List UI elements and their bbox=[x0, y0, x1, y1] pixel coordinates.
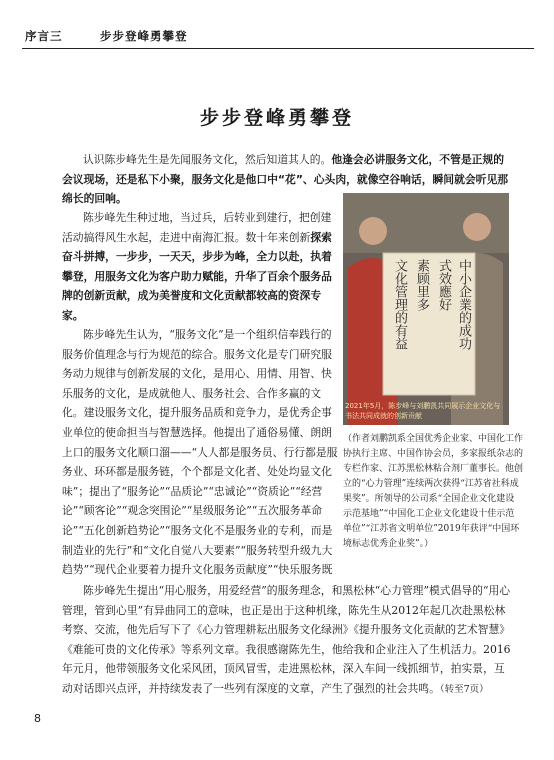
author-caption: （作者刘鹏凯系全国优秀企业家、中国化工作协执行主席、中国作协会员，多家报纸杂志的专栏作家、江苏黑松林粘合剂厂董事长。他创立的“心力管理”连续两次获得“江苏省社科成果奖”。所领导的公司系“全国企业文化建设示范基地”“中国化工企业文化建设十佳示范单位”“江苏省文明单位”2019年获评“中国环境标志优秀企业奖”。） bbox=[343, 434, 524, 549]
paragraph-career bbox=[62, 208, 340, 326]
page-number: 8 bbox=[34, 712, 41, 725]
header-chapter-title: 步步登峰勇攀登 bbox=[100, 29, 188, 43]
intro-text: 认识陈步峰先生是先闻服务文化，然后知道其人的。 bbox=[83, 153, 332, 166]
closing-text: 陈步峰先生提出“用心服务，用爱经营”的服务理念，和黑松林“心力管理”模式倡导的“用心管理，管到心里”有异曲同工的意味，也正是出于这种机缘，陈先生从2012年起几次赴黑松林考察、交流，他先后写下了《心力管理耕耘出服务文化绿洲》《提升服务文化贡献的艺术智慧》《难能可贵的文化传承》等系列文章。我很感谢陈先生，他给我和企业注入了生机活力。2016年元月，他带领服务文化采风团，顶风冒雪，走进黑松林，深入车间一线抓细节，拍实景，互动对话即兴点评，并持续发表了一些列有深度的文章，产生了强烈的社会共鸣。 bbox=[62, 584, 511, 695]
calligraphy-col4: 文化管理的有益 bbox=[392, 259, 407, 350]
photo-overlay-caption: 2021年5月，陈步峰与刘鹏凯共同展示企业文化与书法共同成就的创新贡献 bbox=[345, 402, 501, 420]
photo bbox=[343, 193, 509, 425]
calligraphy-col3: 素顾里多 bbox=[414, 259, 429, 311]
career-bold-text: 探索奋斗拼搏，一步步，一天天，步步为峰，全力以赴，执着攀登，用服务文化为客户助力赋能，升华了百余个服务品牌的创新贡献，成为美誉度和文化贡献都较高的资深专家。 bbox=[62, 230, 332, 322]
header-rule bbox=[22, 48, 534, 49]
theory-text: 陈步峰先生认为，“服务文化”是一个组织信奉践行的服务价值理念与行为规范的综合。服务文化是专门研究服务动力规律与创新发展的文化，是用心、用情、用智、快乐服务的文化，是成就他人、服务社会、合作多赢的文化。建设服务文化，提升服务品质和竞争力，是优秀企事业单位的使命担当与智慧选择。他提出了通俗易懂、朗朗上口的服务文化顺口溜——“人人都是服务员、行行都是服务业、环环都是服务链，个个都是文化者、处处均显文化味”；提出了“服务论”“品质论”“忠诚论”“资质论”“经营论”“顾客论”“观念突围论”“星级服务论”“五次服务革命论”“五化创新趋势论”“服务文化不是服务业的专利，而是制造业的先行”和“文化自觉八大要素”“服务转型升级九大趋势”“现代企业要着力提升文化服务贡献度”“快乐服务既 bbox=[62, 328, 338, 577]
calligraphy bbox=[387, 259, 473, 391]
intro-bold-text: 他逢会必讲服务文化，不管是正规的会议现场，还是私下小聚，服务文化是他口中“花”、心头肉，就像空谷响话，瞬间就会听见那绵长的回响。 bbox=[62, 153, 509, 206]
career-text: 陈步峰先生种过地，当过兵，后转业到建行，把创建活动搞得风生水起，走进中南海汇报。数十年来创新 bbox=[62, 211, 332, 244]
article-title: 步步登峰勇攀登 bbox=[199, 107, 354, 129]
continued-note: （转至7页） bbox=[439, 683, 489, 695]
paragraph-closing bbox=[62, 581, 514, 700]
header-section-label: 序言三 bbox=[25, 29, 63, 43]
running-header bbox=[22, 26, 534, 48]
calligraphy-col1: 中小企業的成功 bbox=[456, 259, 471, 350]
paragraph-theory bbox=[62, 325, 340, 580]
calligraphy-col2: 式效應好 bbox=[436, 259, 451, 311]
